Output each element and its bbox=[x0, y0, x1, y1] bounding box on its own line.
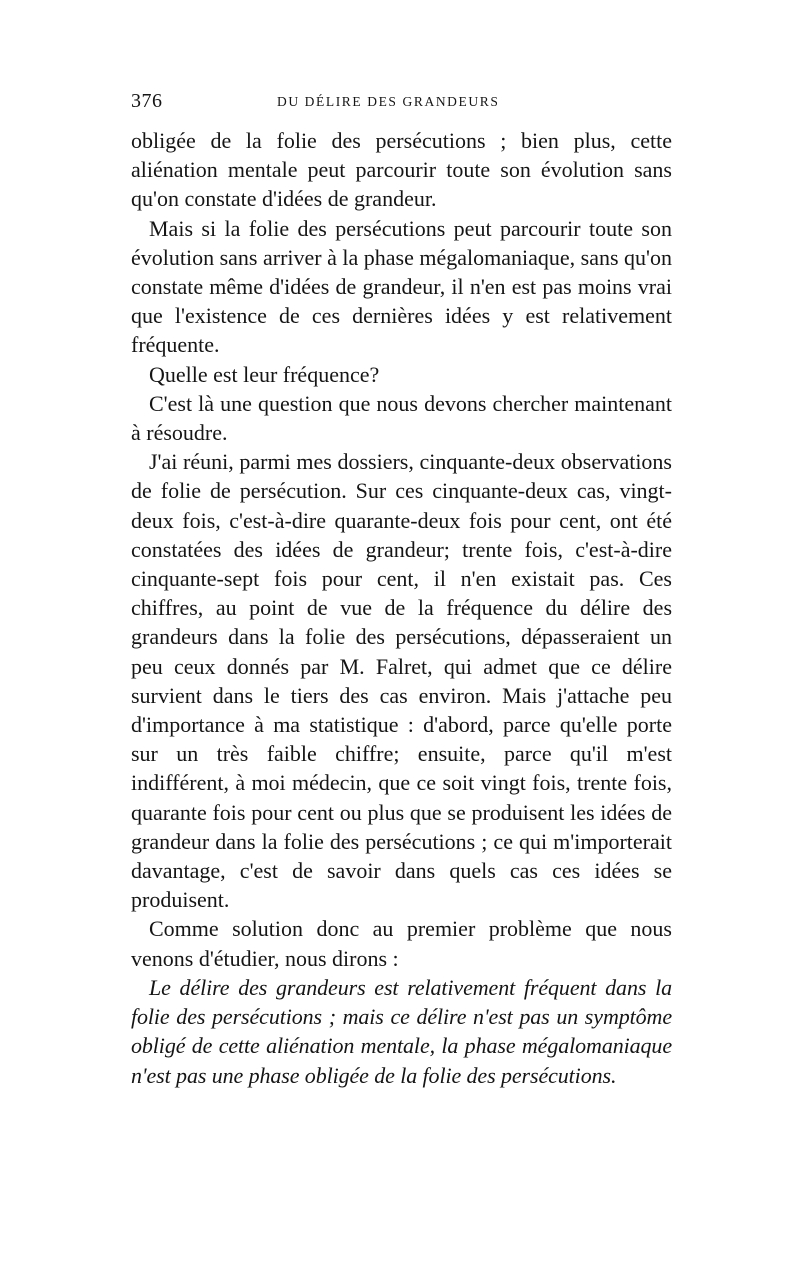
running-head: DU DÉLIRE DES GRANDEURS bbox=[277, 94, 500, 109]
paragraph: C'est là une question que nous devons chercher maintenant à résoudre. bbox=[131, 390, 672, 446]
conclusion-italic: Le délire des grandeurs est relativement fréquent dans la folie des persécutions ; mais ce délire n'est pas un symptôme obligé de cette aliénation mentale, la phase mégalomaniaque n'est pas une phase obligée de la folie des persécutions. bbox=[131, 974, 672, 1088]
paragraph: Mais si la folie des persécutions peut parcourir toute son évolution sans arriver à la phase mégalomaniaque, sans qu'on constate même d'idées de grandeur, il n'en est pas moins vrai que l'existence de ces dernières idées y est relativement fréquente. bbox=[131, 215, 672, 358]
paragraph-statistics: J'ai réuni, parmi mes dossiers, cinquante-deux observations de folie de persécution. Sur ces cinquante-deux cas, vingt-deux fois, c'est-à-dire quarante-deux fois pour cent, ont été constatées des idées de grandeur; trente fois, c'est-à-dire cinquante-sept fois pour cent, il n'en existait pas. Ces chiffres, au point de vue de la fréquence du délire des grandeurs dans la folie des persécutions, dépasseraient un peu ceux donnés par M. Falret, qui admet que ce délire survient dans le tiers des cas environ. Mais j'attache peu d'importance à ma statistique : d'abord, parce qu'elle porte sur un très faible chiffre; ensuite, parce qu'il m'est indifférent, à moi médecin, que ce soit vingt fois, trente fois, quarante fois pour cent ou plus que se produisent les idées de grandeur dans la folie des persécutions ; ce qui m'importerait davantage, c'est de savoir dans quels cas ces idées se produisent. bbox=[131, 449, 672, 913]
paragraph-continuation: obligée de la folie des persécutions ; bien plus, cette aliénation mentale peut parcourir toute son évolution sans qu'on constate d'idées de grandeur. bbox=[131, 128, 672, 212]
page-header bbox=[131, 90, 672, 114]
body-text bbox=[131, 126, 672, 1090]
paragraph: Comme solution donc au premier problème que nous venons d'étudier, nous dirons : bbox=[131, 916, 672, 971]
paragraph-question: Quelle est leur fréquence? bbox=[149, 361, 380, 387]
page-number: 376 bbox=[131, 90, 163, 112]
